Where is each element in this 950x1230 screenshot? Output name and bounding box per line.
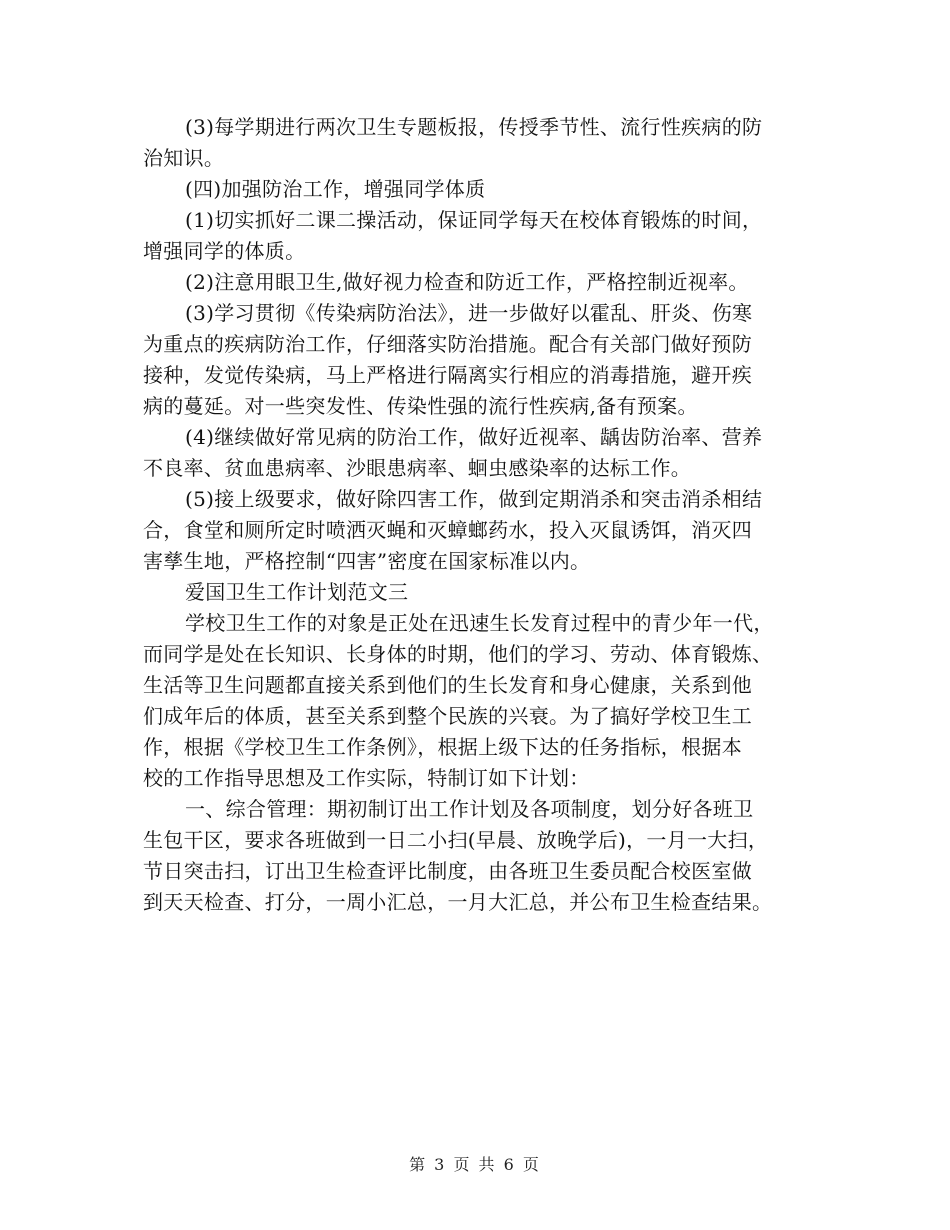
text-line: 合，食堂和厕所定时喷洒灭蝇和灭蟑螂药水，投入灭鼠诱饵，消灭四 xyxy=(143,518,752,542)
text-line: 一、综合管理：期初制订出工作计划及各项制度，划分好各班卫 xyxy=(185,797,754,821)
section-heading xyxy=(143,174,809,205)
text-line: (4)继续做好常见病的防治工作，做好近视率、龋齿防治率、营养 xyxy=(185,425,763,449)
text-line: 校的工作指导思想及工作实际，特制订如下计划： xyxy=(143,766,590,790)
text-line: (3)学习贯彻《传染病防治法》，进一步做好以霍乱、肝炎、伤寒 xyxy=(185,301,753,325)
paragraph-4 xyxy=(143,267,809,298)
paragraph-3 xyxy=(143,205,809,267)
paragraph-9 xyxy=(143,608,809,794)
text-line: (5)接上级要求，做好除四害工作，做到定期消杀和突击消杀相结 xyxy=(185,487,763,511)
text-line: 作，根据《学校卫生工作条例》，根据上级下达的任务指标，根据本 xyxy=(143,735,742,759)
text-line: 到天天检查、打分，一周小汇总，一月大汇总，并公布卫生检查结果。 xyxy=(143,890,773,914)
text-line: 生活等卫生问题都直接关系到他们的生长发育和身心健康，关系到他 xyxy=(143,673,752,697)
text-line: 病的蔓延。对一些突发性、传染性强的流行性疾病,备有预案。 xyxy=(143,394,698,418)
text-line: 学校卫生工作的对象是正处在迅速生长发育过程中的青少年一代， xyxy=(185,611,774,635)
body-text xyxy=(143,112,809,918)
text-line: 爱国卫生工作计划范文三 xyxy=(185,580,409,604)
text-line: 节日突击扫，订出卫生检查评比制度，由各班卫生委员配合校医室做 xyxy=(143,859,752,883)
paragraph-5 xyxy=(143,298,809,422)
text-line: (3)每学期进行两次卫生专题板报，传授季节性、流行性疾病的防 xyxy=(185,115,763,139)
paragraph-1 xyxy=(143,112,809,174)
text-line: 而同学是处在长知识、长身体的时期，他们的学习、劳动、体育锻炼、 xyxy=(143,642,773,666)
text-line: 害孳生地，严格控制“四害”密度在国家标准以内。 xyxy=(143,549,591,573)
text-line: 不良率、贫血患病率、沙眼患病率、蛔虫感染率的达标工作。 xyxy=(143,456,692,480)
article-title xyxy=(143,577,809,608)
text-line: 增强同学的体质。 xyxy=(143,239,306,263)
text-line: (2)注意用眼卫生,做好视力检查和防近工作，严格控制近视率。 xyxy=(185,270,749,294)
paragraph-7 xyxy=(143,484,809,577)
paragraph-6 xyxy=(143,422,809,484)
text-line: 为重点的疾病防治工作，仔细落实防治措施。配合有关部门做好预防 xyxy=(143,332,752,356)
paragraph-10 xyxy=(143,794,809,918)
text-line: 生包干区，要求各班做到一日二小扫(早晨、放晚学后)，一月一大扫， xyxy=(143,828,769,852)
text-line: 们成年后的体质，甚至关系到整个民族的兴衰。为了搞好学校卫生工 xyxy=(143,704,752,728)
text-line: (1)切实抓好二课二操活动，保证同学每天在校体育锻炼的时间， xyxy=(185,208,763,232)
text-line: (四)加强防治工作，增强同学体质 xyxy=(185,177,486,201)
page-number-footer: 第 3 页 共 6 页 xyxy=(409,1155,541,1174)
text-line: 治知识。 xyxy=(143,146,225,170)
text-line: 接种，发觉传染病，马上严格进行隔离实行相应的消毒措施，避开疾 xyxy=(143,363,752,387)
